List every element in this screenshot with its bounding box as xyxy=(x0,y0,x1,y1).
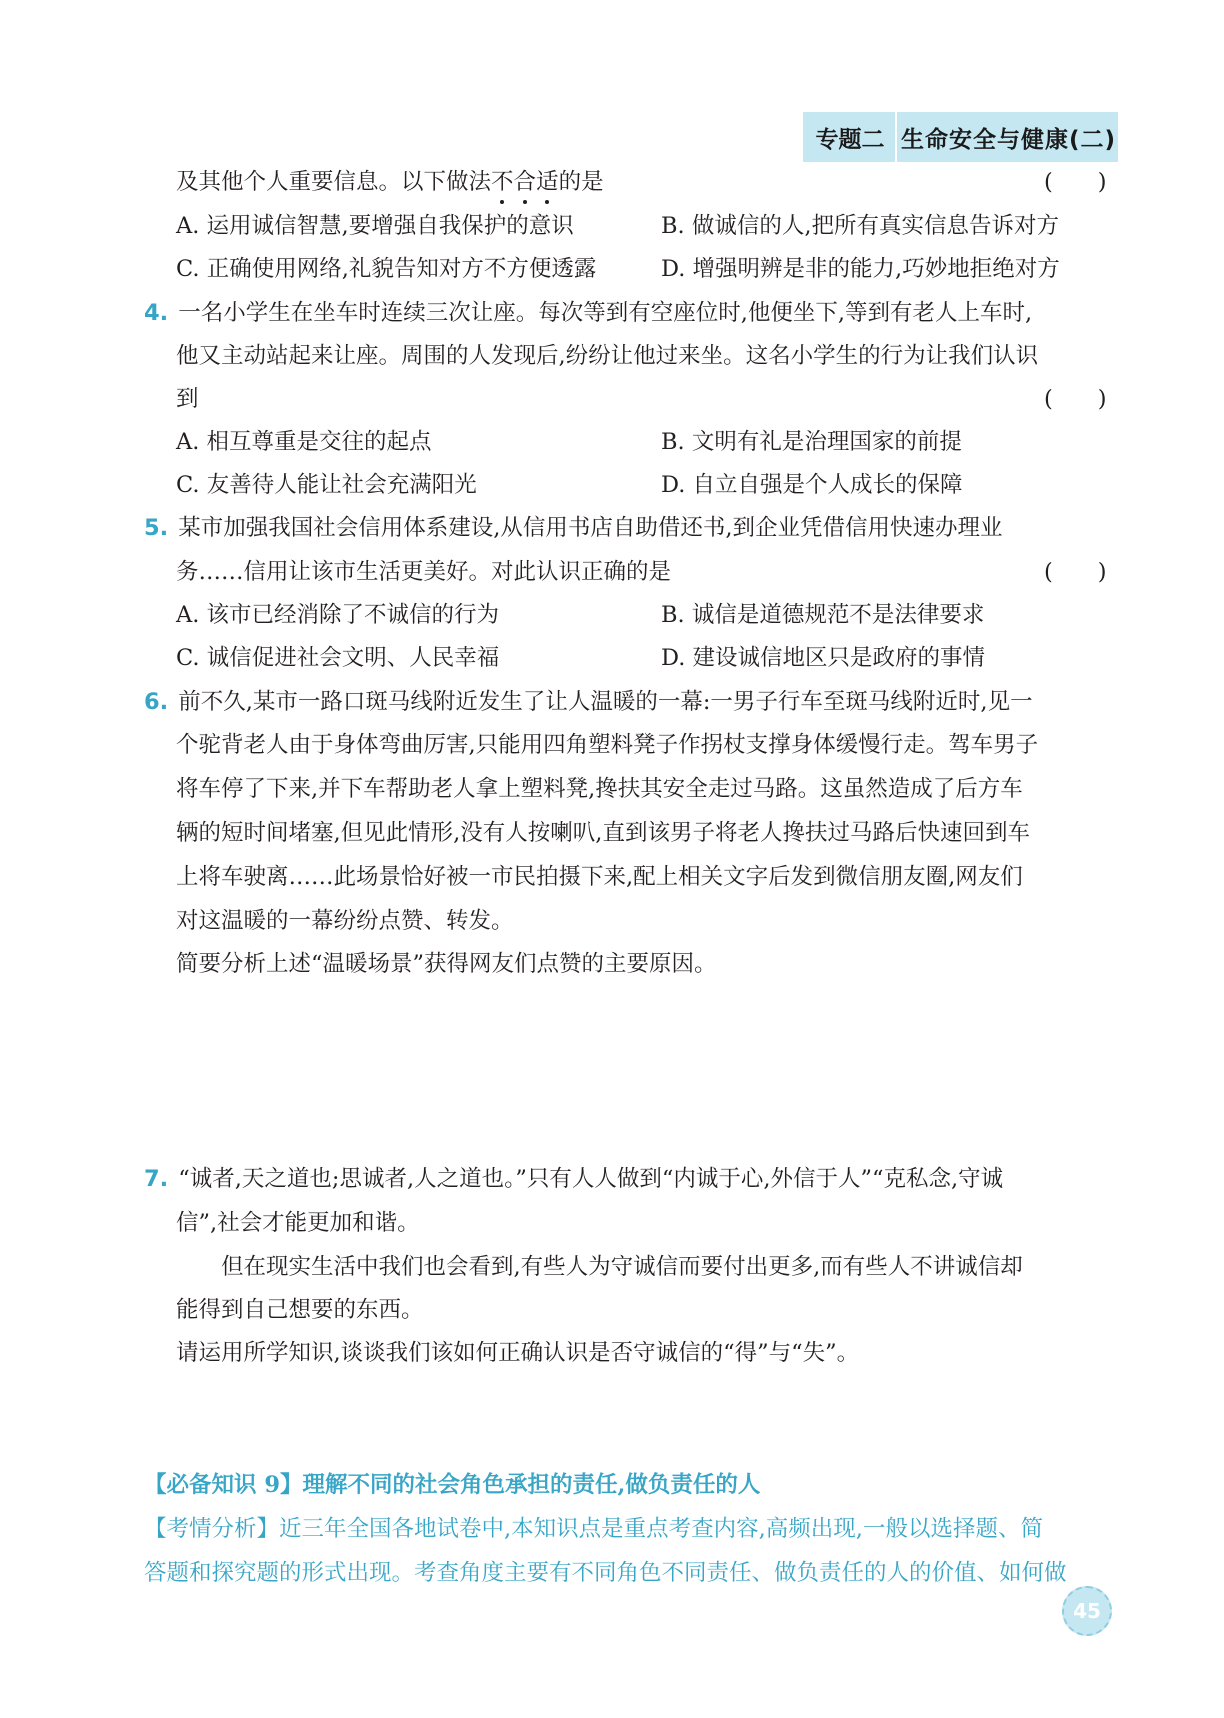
emphasis-dot-char: 不 xyxy=(491,169,514,195)
q6-stem-line: 将车停了下来,并下车帮助老人拿上塑料凳,搀扶其安全走过马路。这虽然造成了后方车 xyxy=(176,776,1023,802)
q6-prompt: 简要分析上述“温暖场景”获得网友们点赞的主要原因。 xyxy=(176,951,717,977)
q7-answer-area[interactable] xyxy=(176,1378,1116,1458)
header-divider xyxy=(895,112,897,162)
q3-option-a: A. 运用诚信智慧,要增强自我保护的意识 xyxy=(176,213,574,239)
q3-stem-tail: 及其他个人重要信息。以下做法不合适的是 xyxy=(176,169,604,195)
q5-option-b: B. 诚信是道德规范不是法律要求 xyxy=(661,602,985,628)
knowledge-heading: 【必备知识 9】理解不同的社会角色承担的责任,做负责任的人 xyxy=(144,1472,761,1498)
question-number: 7. xyxy=(144,1166,169,1192)
q6-stem-line: 对这温暖的一幕纷纷点赞、转发。 xyxy=(176,908,514,934)
q4-option-d: D. 自立自强是个人成长的保障 xyxy=(661,472,963,498)
q4-option-c: C. 友善待人能让社会充满阳光 xyxy=(176,472,477,498)
q5-option-d: D. 建设诚信地区只是政府的事情 xyxy=(661,645,986,671)
q4-stem-line: 他又主动站起来让座。周围的人发现后,纷纷让他过来坐。这名小学生的行为让我们认识 xyxy=(176,343,1039,369)
q5-answer-paren[interactable]: ( ) xyxy=(1044,559,1107,585)
emphasis-dot-char: 合 xyxy=(513,169,537,195)
topic-label: 专题二 xyxy=(815,126,885,153)
q4-answer-paren[interactable]: ( ) xyxy=(1044,386,1107,412)
q7-stem-line: 信”,社会才能更加和谐。 xyxy=(176,1210,420,1236)
q6-stem-line: 个驼背老人由于身体弯曲厉害,只能用四角塑料凳子作拐杖支撑身体缓慢行走。驾车男子 xyxy=(176,732,1039,758)
question-number: 5. xyxy=(144,515,169,541)
q5-stem-line: 5. 某市加强我国社会信用体系建设,从信用书店自助借还书,到企业凭借信用快速办理业 xyxy=(144,515,1003,541)
page-number-badge xyxy=(1062,1586,1112,1636)
q6-stem-line: 辆的短时间堵塞,但见此情形,没有人按喇叭,直到该男子将老人搀扶过马路后快速回到车 xyxy=(176,820,1030,846)
page-number: 45 xyxy=(1073,1599,1101,1623)
q7-stem-line: 7. “诚者,天之道也;思诚者,人之道也。”只有人人做到“内诚于心,外信于人”“克私念,守诚 xyxy=(144,1166,1004,1192)
q7-stem-line: 能得到自己想要的东西。 xyxy=(176,1297,424,1323)
q6-stem-line: 上将车驶离……此场景恰好被一市民拍摄下来,配上相关文字后发到微信朋友圈,网友们 xyxy=(176,864,1023,890)
q4-stem-line: 到 xyxy=(176,386,199,412)
q4-option-b: B. 文明有礼是治理国家的前提 xyxy=(661,429,962,455)
analysis-line: 【考情分析】近三年全国各地试卷中,本知识点是重点考查内容,高频出现,一般以选择题、简 xyxy=(144,1516,1043,1542)
q3-option-c: C. 正确使用网络,礼貌告知对方不方便透露 xyxy=(176,256,597,282)
q5-option-c: C. 诚信促进社会文明、人民幸福 xyxy=(176,645,500,671)
q6-stem-line: 6. 前不久,某市一路口斑马线附近发生了让人温暖的一幕:一男子行车至斑马线附近时,见一 xyxy=(144,689,1033,715)
q7-stem-line: 但在现实生活中我们也会看到,有些人为守诚信而要付出更多,而有些人不讲诚信却 xyxy=(176,1254,1023,1280)
topic-title: 生命安全与健康(二) xyxy=(901,126,1117,153)
q3-option-b: B. 做诚信的人,把所有真实信息告诉对方 xyxy=(661,213,1059,239)
q4-stem-line: 4. 一名小学生在坐车时连续三次让座。每次等到有空座位时,他便坐下,等到有老人上车时, xyxy=(144,300,1033,326)
q5-stem-line: 务……信用让该市生活更美好。对此认识正确的是 xyxy=(176,559,672,585)
q7-prompt: 请运用所学知识,谈谈我们该如何正确认识是否守诚信的“得”与“失”。 xyxy=(176,1340,860,1366)
q3-option-d: D. 增强明辨是非的能力,巧妙地拒绝对方 xyxy=(661,256,1060,282)
q4-option-a: A. 相互尊重是交往的起点 xyxy=(176,429,432,455)
q6-answer-area[interactable] xyxy=(176,990,1116,1140)
q5-option-a: A. 该市已经消除了不诚信的行为 xyxy=(176,602,500,628)
topic-header xyxy=(803,112,1118,162)
q3-answer-paren[interactable]: ( ) xyxy=(1044,169,1107,195)
question-number: 6. xyxy=(144,689,169,715)
emphasis-dot-char: 适 xyxy=(536,169,559,195)
question-number: 4. xyxy=(144,300,169,326)
analysis-line: 答题和探究题的形式出现。考查角度主要有不同角色不同责任、做负责任的人的价值、如何做 xyxy=(144,1560,1067,1586)
